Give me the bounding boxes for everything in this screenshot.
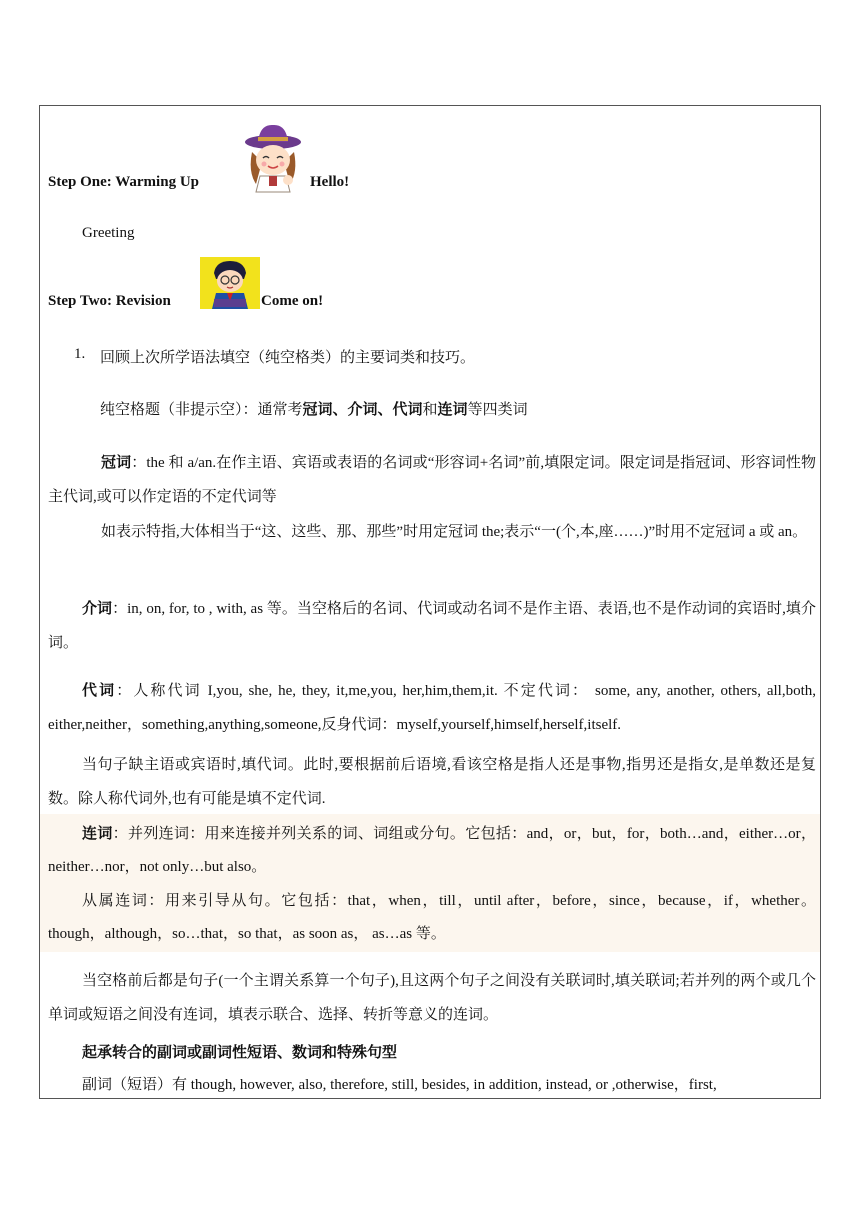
pure-blank-prefix: 纯空格题（非提示空）：通常考 [100,402,303,418]
conjunction-usage-paragraph [48,964,816,1032]
adverb-paragraph [48,1068,816,1099]
pronoun-usage-paragraph [48,748,816,816]
preposition-text: ：in, on, for, to , with, as 等。当空格后的名词、代词或动名词不是作主语、表语,也不是作动词的宾语时,填介词。 [48,601,816,651]
pronoun-usage-text: 当句子缺主语或宾语时,填代词。此时,要根据前后语境,看该空格是指人还是事物,指男还是指女,是单数还是复数。除人称代词外,也有可能是填不定代词. [48,757,816,807]
adverb-section-heading: 起承转合的副词或副词性短语、数词和特殊句型 [82,1045,398,1061]
article-paragraph [48,446,816,514]
subordinate-conjunction-paragraph [48,885,816,951]
conjunction-paragraph [48,818,816,884]
boy-in-blue-jacket-icon [200,257,260,309]
pronoun-label: 代词 [82,683,117,699]
preposition-label: 介词 [82,601,113,617]
article-text: ：the 和 a/an.在作主语、宾语或表语的名词或“形容词+名词”前,填限定词。限定词是指冠词、形容词性物主代词,或可以作定语的不定代词等 [48,455,816,505]
conjunction-coord-text: ：并列连词：用来连接并列关系的词、词组或分句。它包括：and，or，but，for，both…and，either…or，neither…nor，not only…but also。 [48,826,816,875]
article-label: 冠词 [101,455,132,471]
preposition-paragraph [48,592,816,660]
conjunction-label: 连词 [82,826,113,842]
content-frame [39,105,821,1099]
come-on-text: Come on! [261,293,324,309]
conjunction-usage-text: 当空格前后都是句子(一个主谓关系算一个句子),且这两个句子之间没有关联词时,填关联词;若并列的两个或几个单词或短语之间没有连词，填表示联合、选择、转折等意义的连词。 [48,973,816,1023]
pure-blank-and: 和 [422,402,438,418]
pure-blank-line [100,398,528,419]
step-one-title: Step One: Warming Up [48,174,199,190]
article-usage-text: 如表示特指,大体相当于“这、这些、那、那些”时用定冠词 the;表示“一(个,本,座……)”时用不定冠词 a 或 an。 [101,524,808,540]
subordinate-conjunction-text: 从属连词：用来引导从句。它包括：that，when，till，until after，before，since，because，if，whether。though，although，so…that，so that，as soon as， as…as 等。 [48,893,816,942]
pure-blank-conjunction: 连词 [437,402,468,418]
pronoun-paragraph [48,674,816,742]
item-text: 回顾上次所学语法填空（纯空格类）的主要词类和技巧。 [100,350,476,366]
greeting-text: Greeting [82,225,135,241]
step-two-title: Step Two: Revision [48,293,171,309]
article-usage-paragraph [48,515,816,549]
hello-text: Hello! [310,174,350,190]
girl-with-purple-hat-icon [238,122,308,194]
item-number: 1. [74,346,86,362]
pure-blank-suffix: 等四类词 [467,402,528,418]
pronoun-text: ：人称代词 I,you, she, he, they, it,me,you, her,him,them,it. 不定代词： some, any, another, others, all,both, either,neither，something,anything,someone,反身代词：myself,yourself,himself,herself,itself. [48,683,816,733]
adverb-text: 副词（短语）有 though, however, also, therefore, still, besides, in addition, instead, or ,otherwise，first, [82,1077,717,1093]
pure-blank-keywords: 冠词、介词、代词 [302,402,423,418]
